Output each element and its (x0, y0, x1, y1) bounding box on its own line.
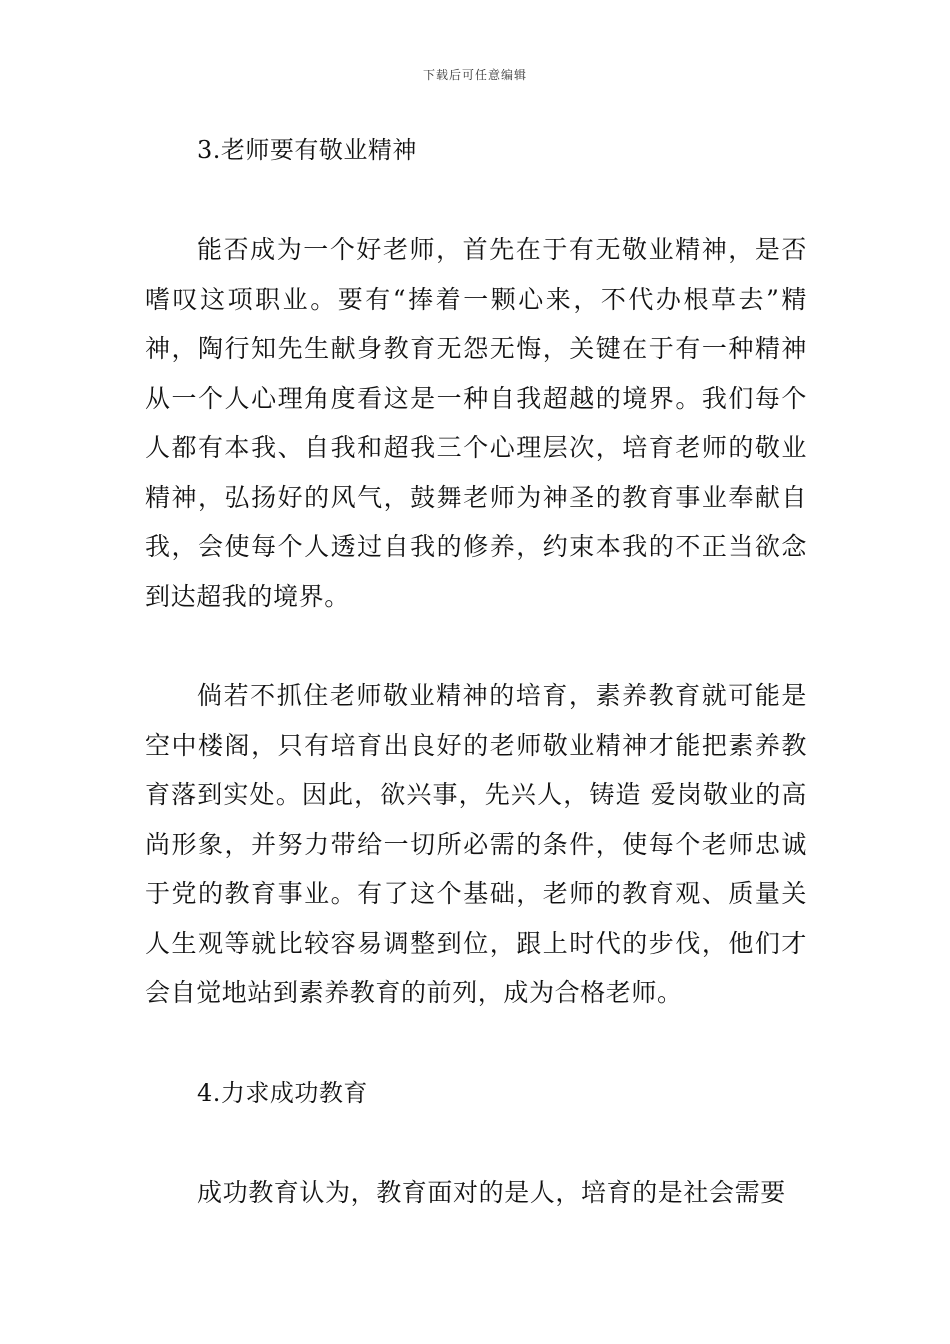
paragraph-1: 能否成为一个好老师，首先在于有无敬业精神，是否嗜叹这项职业。要有“捧着一颗心来，不代办根草去”精神，陶行知先生献身教育无怨无悔，关键在于有一种精神从一个人心理角度看这是一种自我超越的境界。我们每个人都有本我、自我和超我三个心理层次，培育老师的敬业精神，弘扬好的风气，鼓舞老师为神圣的教育事业奉献自我，会使每个人透过自我的修养，约束本我的不正当欲念到达超我的境界。 (145, 235, 807, 611)
section-3-heading: 3.老师要有敬业精神 (197, 136, 417, 164)
section-4-heading: 4.力求成功教育 (197, 1078, 368, 1107)
paragraph-3: 成功教育认为，教育面对的是人，培育的是社会需要 (197, 1177, 786, 1207)
paragraph-2: 倘若不抓住老师敬业精神的培育，素养教育就可能是空中楼阁，只有培育出良好的老师敬业精神才能把素养教育落到实处。因此，欲兴事，先兴人，铸造 爱岗敬业的高尚形象，并努力带给一切所必需的条件，使每个老师忠诚于党的教育事业。有了这个基础，老师的教育观、质量关人生观等就比较容易调整到位，跟上时代的步伐，他们才会自觉地站到素养教育的前列，成为合格老师。 (145, 681, 807, 1007)
header-note: 下载后可任意编辑 (422, 68, 527, 82)
document-body (145, 125, 807, 1217)
